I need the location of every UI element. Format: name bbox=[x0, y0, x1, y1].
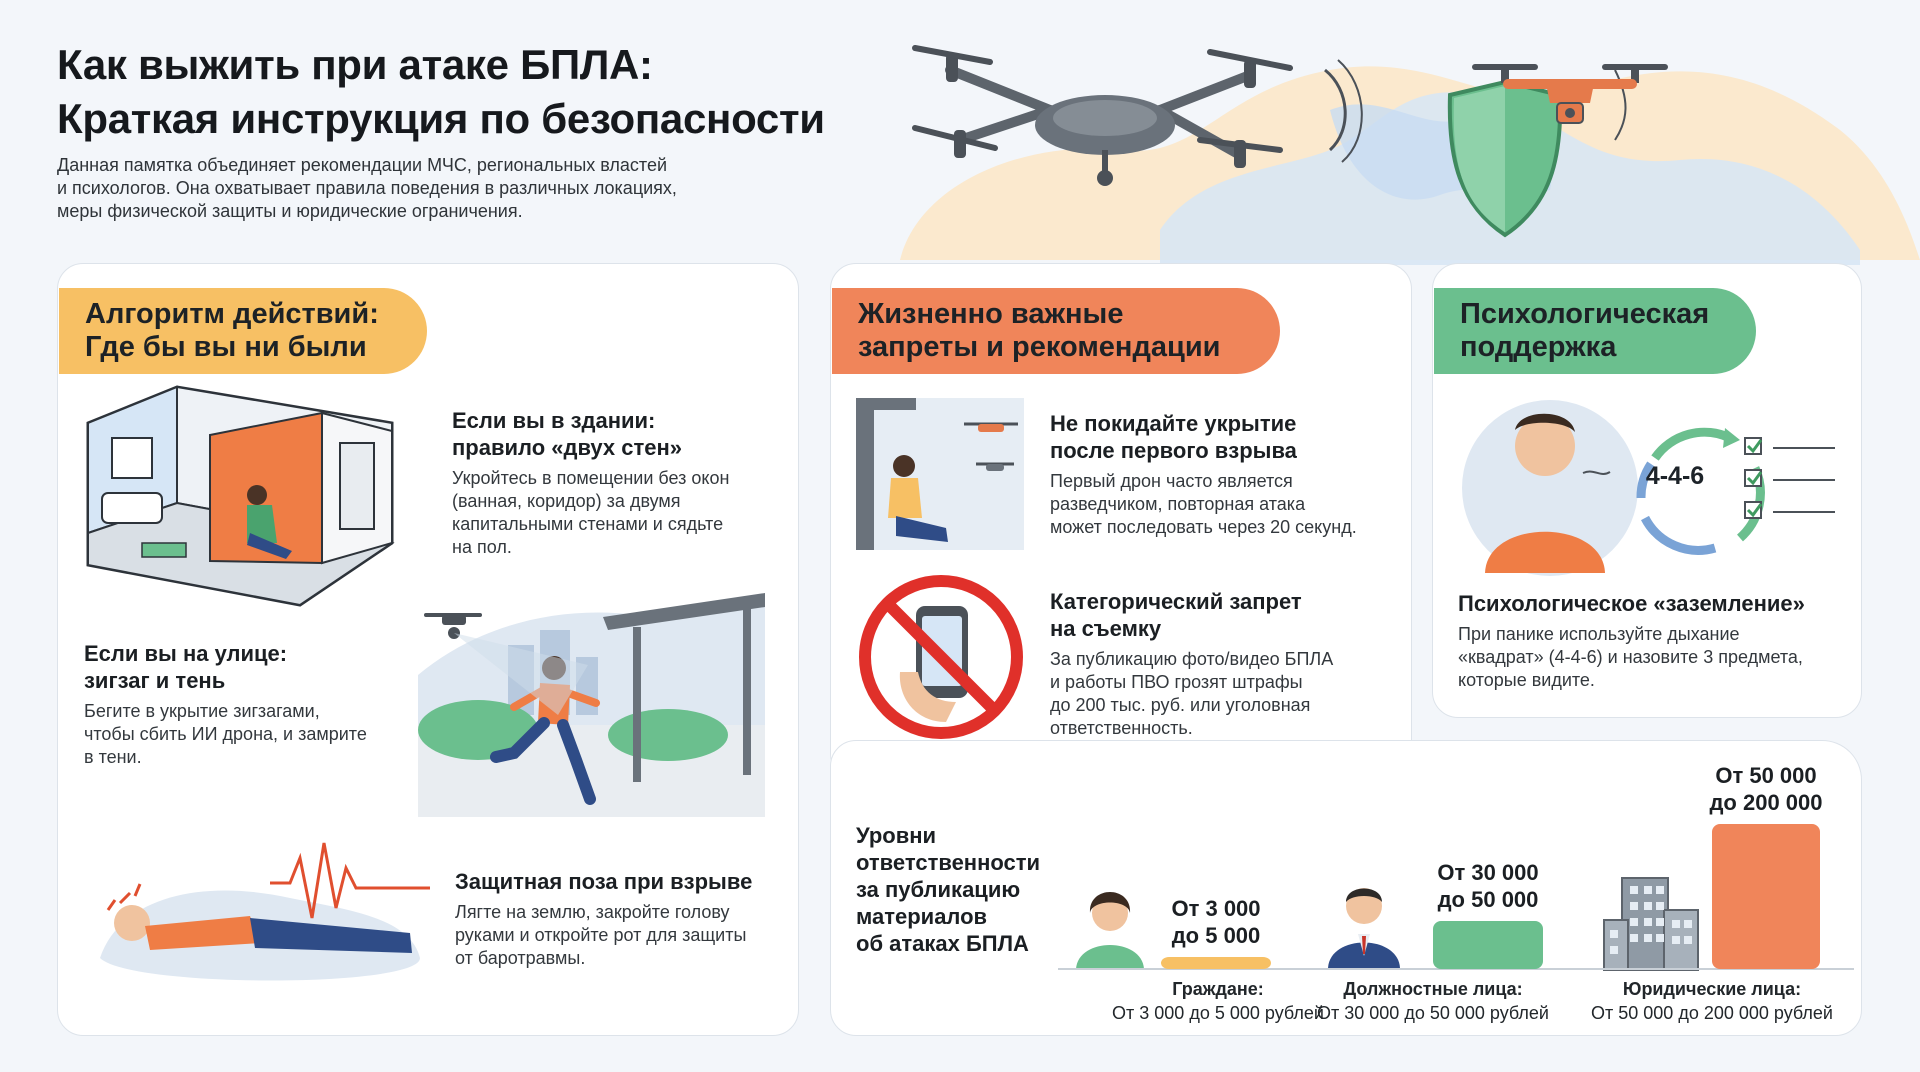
bar-value-to-2: до 50 000 bbox=[1437, 887, 1539, 912]
category-name-3: Юридические лица: bbox=[1622, 979, 1802, 999]
bar-value-label-1 bbox=[1136, 895, 1296, 949]
title-line-2: Краткая инструкция по безопасности bbox=[57, 95, 825, 142]
building-heading-line-1: Если вы в здании: bbox=[452, 408, 656, 433]
intro-text bbox=[57, 154, 777, 223]
pose-text-line-2: руками и откройте рот для защиты bbox=[455, 925, 747, 945]
page-title bbox=[57, 38, 825, 146]
street-text bbox=[84, 700, 414, 769]
bans-tag-line-2: запреты и рекомендации bbox=[858, 331, 1221, 363]
intro-line-2: и психологов. Она охватывает правила поведения в различных локациях, bbox=[57, 178, 677, 198]
shelter-text-line-2: разведчиком, повторная атака bbox=[1050, 494, 1306, 514]
category-range-2: От 30 000 до 50 000 рублей bbox=[1317, 1003, 1549, 1023]
bar-value-label-2 bbox=[1408, 859, 1568, 913]
psych-block bbox=[1458, 590, 1858, 692]
title-line-1: Как выжить при атаке БПЛА: bbox=[57, 41, 653, 88]
filming-block bbox=[1050, 588, 1400, 740]
building-block bbox=[452, 407, 792, 559]
shelter-heading-line-2: после первого взрыва bbox=[1050, 438, 1297, 463]
building-text-line-2: (ванная, коридор) за двумя bbox=[452, 491, 681, 511]
filming-heading-line-2: на съемку bbox=[1050, 616, 1162, 641]
street-heading-line-1: Если вы на улице: bbox=[84, 641, 288, 666]
filming-heading-line-1: Категорический запрет bbox=[1050, 589, 1302, 614]
category-range-1: От 3 000 до 5 000 рублей bbox=[1112, 1003, 1324, 1023]
psych-heading: Психологическое «заземление» bbox=[1458, 591, 1805, 616]
chart-title-line-1: Уровни bbox=[856, 823, 937, 848]
header-illustration bbox=[860, 0, 1920, 270]
filming-text-line-3: до 200 тыс. руб. или уголовная bbox=[1050, 695, 1311, 715]
shelter-illustration bbox=[856, 398, 1024, 550]
filming-text bbox=[1050, 648, 1400, 740]
building-heading-line-2: правило «двух стен» bbox=[452, 435, 683, 460]
psych-text bbox=[1458, 623, 1858, 692]
chart-title-line-4: материалов bbox=[856, 904, 988, 929]
psych-text-line-1: При панике используйте дыхание bbox=[1458, 624, 1740, 644]
bar-value-from-3: От 50 000 bbox=[1715, 763, 1817, 788]
bar-value-from-2: От 30 000 bbox=[1437, 860, 1539, 885]
pose-text-line-3: от баротравмы. bbox=[455, 948, 586, 968]
category-label-2 bbox=[1298, 977, 1568, 1025]
street-heading bbox=[84, 640, 414, 694]
pose-heading: Защитная поза при взрыве bbox=[455, 869, 753, 894]
category-range-3: От 50 000 до 200 000 рублей bbox=[1591, 1003, 1833, 1023]
filming-text-line-1: За публикацию фото/видео БПЛА bbox=[1050, 649, 1334, 669]
psych-tag bbox=[1434, 288, 1756, 374]
building-text bbox=[452, 467, 792, 559]
category-name-2: Должностные лица: bbox=[1343, 979, 1523, 999]
shelter-heading bbox=[1050, 410, 1400, 464]
building-heading bbox=[452, 407, 792, 461]
bar-1 bbox=[1161, 957, 1271, 969]
chart-title-line-3: за публикацию bbox=[856, 877, 1021, 902]
psych-text-line-2: «квадрат» (4-4-6) и назовите 3 предмета, bbox=[1458, 647, 1803, 667]
protective-pose-illustration bbox=[90, 838, 430, 988]
pose-block bbox=[455, 868, 795, 970]
shelter-text bbox=[1050, 470, 1400, 539]
street-text-line-1: Бегите в укрытие зигзагами, bbox=[84, 701, 320, 721]
building-text-line-3: капитальными стенами и сядьте bbox=[452, 514, 724, 534]
street-block bbox=[84, 640, 414, 769]
building-text-line-1: Укройтесь в помещении без окон bbox=[452, 468, 730, 488]
intro-line-1: Данная памятка объединяет рекомендации МЧС, региональных властей bbox=[57, 155, 668, 175]
filming-heading bbox=[1050, 588, 1400, 642]
bar-2 bbox=[1433, 921, 1543, 969]
running-person-illustration bbox=[418, 585, 765, 817]
bans-tag bbox=[832, 288, 1280, 374]
psych-text-line-3: которые видите. bbox=[1458, 670, 1595, 690]
bar-3 bbox=[1712, 824, 1820, 969]
shelter-text-line-3: может последовать через 20 секунд. bbox=[1050, 517, 1357, 537]
filming-text-line-4: ответственность. bbox=[1050, 718, 1193, 738]
bar-value-from-1: От 3 000 bbox=[1171, 896, 1261, 921]
algorithm-tag bbox=[59, 288, 427, 374]
shelter-block bbox=[1050, 410, 1400, 539]
algorithm-tag-line-1: Алгоритм действий: bbox=[85, 298, 379, 330]
street-text-line-3: в тени. bbox=[84, 747, 142, 767]
street-text-line-2: чтобы сбить ИИ дрона, и замрите bbox=[84, 724, 367, 744]
algorithm-tag-line-2: Где бы вы ни были bbox=[85, 331, 367, 363]
bar-value-label-3 bbox=[1686, 762, 1846, 816]
category-name-1: Граждане: bbox=[1172, 979, 1264, 999]
shelter-heading-line-1: Не покидайте укрытие bbox=[1050, 411, 1297, 436]
psych-tag-line-1: Психологическая bbox=[1460, 298, 1710, 330]
building-text-line-4: на пол. bbox=[452, 537, 512, 557]
intro-line-3: меры физической защиты и юридические ограничения. bbox=[57, 201, 523, 221]
filming-text-line-2: и работы ПВО грозят штрафы bbox=[1050, 672, 1303, 692]
pose-text-line-1: Лягте на землю, закройте голову bbox=[455, 902, 730, 922]
bar-value-to-3: до 200 000 bbox=[1709, 790, 1823, 815]
category-label-3 bbox=[1577, 977, 1847, 1025]
room-illustration bbox=[82, 383, 402, 615]
chart-title bbox=[856, 822, 1066, 957]
pose-text bbox=[455, 901, 795, 970]
street-heading-line-2: зигзаг и тень bbox=[84, 668, 226, 693]
bans-tag-line-1: Жизненно важные bbox=[858, 298, 1124, 330]
chart-title-line-2: ответственности bbox=[856, 850, 1041, 875]
chart-title-line-5: об атаках БПЛА bbox=[856, 931, 1029, 956]
breath-counter: 4-4-6 bbox=[1645, 462, 1705, 490]
bar-value-to-1: до 5 000 bbox=[1171, 923, 1261, 948]
shelter-text-line-1: Первый дрон часто является bbox=[1050, 471, 1293, 491]
psych-tag-line-2: поддержка bbox=[1460, 331, 1617, 363]
no-filming-icon bbox=[856, 572, 1026, 742]
camera-drone-icon bbox=[1465, 55, 1675, 135]
